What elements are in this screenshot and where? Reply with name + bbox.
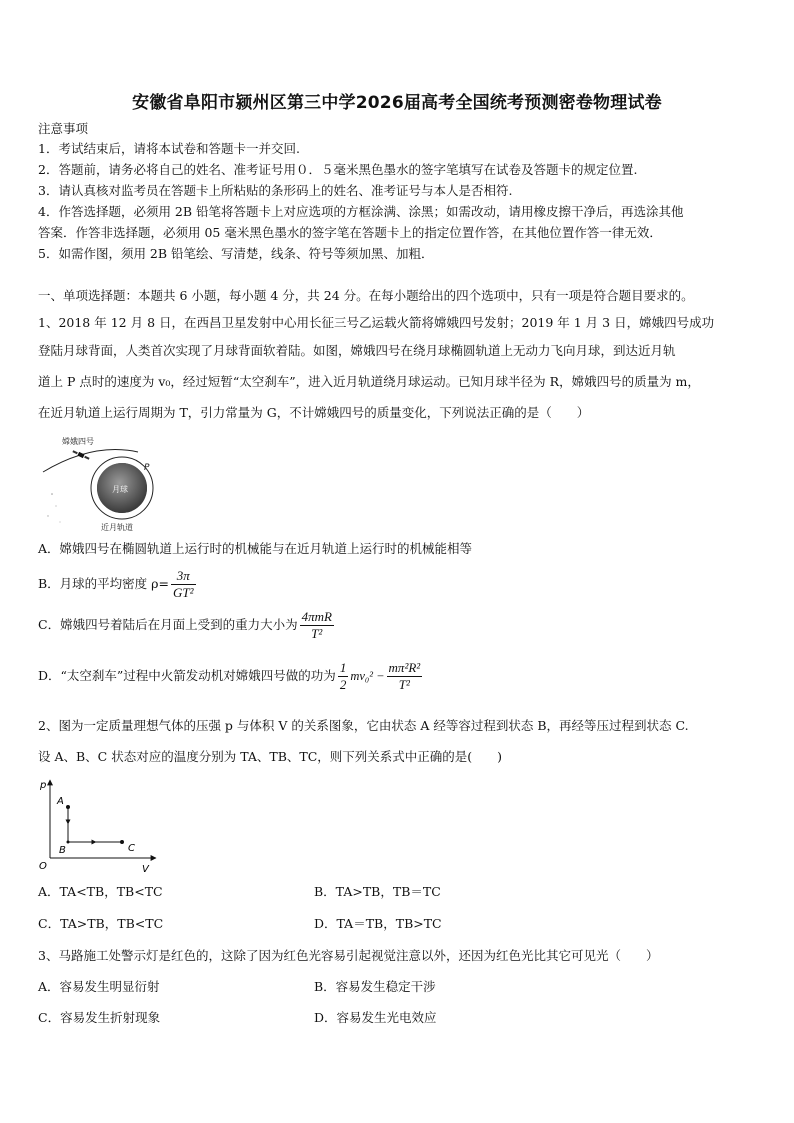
q2-option-c[interactable]: C．TA>TB，TB<TC — [38, 916, 164, 931]
state-b-point — [67, 841, 70, 844]
axis-label-p: p — [40, 780, 47, 791]
fraction-numerator: 1 — [339, 660, 347, 675]
q2-stem-line: 2、图为一定质量理想气体的压强 p 与体积 V 的关系图象，它由状态 A 经等容过程到状态 B，再经等压过程到状态 C. — [38, 718, 689, 733]
q1-stem-line: 道上 P 点时的速度为 v₀，经过短暂“太空刹车”，进入近月轨道绕月球运动。已知月球半径为 R，嫦娥四号的质量为 m， — [38, 374, 700, 389]
q1-option-b[interactable] — [38, 569, 198, 600]
state-a-point — [66, 805, 70, 809]
notice-item: 3．请认真核对监考员在答题卡上所粘贴的条形码上的姓名、准考证号与本人是否相符. — [38, 183, 513, 198]
notice-item: 答案．作答非选择题，必须用 05 毫米黑色墨水的签字笔在答题卡上的指定位置作答，在其他位置作答一律无效． — [38, 225, 662, 240]
notice-item: 4．作答选择题，必须用 2B 铅笔将答题卡上对应选项的方框涂满、涂黑；如需改动，请用橡皮擦干净后，再选涂其他 — [38, 204, 684, 219]
fraction-numerator: 3π — [171, 569, 196, 585]
notice-item: 2．答题前，请务必将自己的姓名、准考证号用０．５毫米黑色墨水的签字笔填写在试卷及答题卡的规定位置. — [38, 162, 638, 177]
page-title: 安徽省阜阳市颍州区第三中学2026届高考全国统考预测密卷物理试卷 — [132, 93, 662, 113]
axis-label-v: V — [142, 864, 149, 874]
moon-label: 月球 — [112, 485, 128, 494]
q1-option-d-fraction-2 — [387, 661, 423, 692]
q1-stem-line: 1、2018 年 12 月 8 日，在西昌卫星发射中心用长征三号乙运载火箭将嫦娥四号发射；2019 年 1 月 3 日，嫦娥四号成功 — [38, 315, 715, 330]
q1-orbit-figure — [38, 434, 178, 534]
q1-option-c-text: C．嫦娥四号着陆后在月面上受到的重力大小为 — [38, 617, 298, 632]
q3-option-c[interactable]: C．容易发生折射现象 — [38, 1010, 161, 1025]
q3-option-b[interactable]: B．容易发生稳定干涉 — [314, 979, 436, 994]
origin-label: O — [39, 861, 47, 872]
q1-option-c[interactable] — [38, 610, 336, 641]
q1-option-d-text: D．“太空刹车”过程中火箭发动机对嫦娥四号做的功为 — [38, 668, 336, 683]
q3-option-a[interactable]: A．容易发生明显衍射 — [38, 979, 160, 994]
state-a-label: A — [57, 796, 64, 807]
q3-option-d[interactable]: D．容易发生光电效应 — [314, 1010, 437, 1025]
section-heading: 一、单项选择题：本题共 6 小题，每小题 4 分，共 24 分。在每小题给出的四个选项中，只有一项是符合题目要求的。 — [38, 288, 694, 303]
notice-heading: 注意事项 — [38, 121, 89, 136]
q2-option-a[interactable]: A．TA<TB，TB<TC — [38, 884, 163, 899]
spacecraft-icon — [72, 449, 90, 460]
state-c-point — [120, 840, 124, 844]
fraction-denominator: 2 — [339, 677, 347, 692]
fraction-numerator: 4πmR — [301, 609, 332, 624]
state-c-label: C — [128, 843, 135, 854]
q2-pv-graph — [36, 776, 166, 874]
fraction-denominator: T² — [398, 677, 410, 692]
fraction-numerator: mπ²R² — [388, 660, 421, 675]
q2-option-d[interactable]: D．TA＝TB，TB>TC — [314, 916, 442, 931]
q1-option-d-fraction-1 — [338, 661, 349, 692]
orbit-label: 近月轨道 — [101, 523, 133, 532]
point-p-label: P — [144, 463, 150, 473]
q1-option-b-fraction — [171, 569, 196, 600]
q1-option-d[interactable] — [38, 661, 424, 692]
craft-label: 嫦娥四号 — [62, 437, 94, 446]
q1-option-b-text: B．月球的平均密度 ρ= — [38, 576, 169, 591]
q3-stem: 3、马路施工处警示灯是红色的，这除了因为红色光容易引起视觉注意以外，还因为红色光比其它可见光（ ） — [38, 948, 659, 963]
fraction-denominator: GT² — [172, 585, 194, 600]
q2-option-b[interactable]: B．TA>TB，TB＝TC — [314, 884, 441, 899]
fraction-denominator: T² — [311, 626, 323, 641]
notice-item: 1．考试结束后，请将本试卷和答题卡一并交回. — [38, 141, 300, 156]
q1-option-a[interactable]: A．嫦娥四号在椭圆轨道上运行时的机械能与在近月轨道上运行时的机械能相等 — [38, 541, 473, 556]
q1-option-d-middle: mv₀² − — [350, 669, 385, 683]
q1-stem-line: 在近月轨道上运行周期为 T，引力常量为 G，不计嫦娥四号的质量变化，下列说法正确的是（ ） — [38, 405, 590, 420]
notice-item: 5．如需作图，须用 2B 铅笔绘、写清楚，线条、符号等须加黑、加粗． — [38, 246, 434, 261]
q1-option-c-fraction — [300, 610, 334, 641]
q2-stem-line: 设 A、B、C 状态对应的温度分别为 TA、TB、TC，则下列关系式中正确的是( ) — [38, 749, 503, 764]
state-b-label: B — [59, 845, 66, 856]
q1-stem-line: 登陆月球背面，人类首次实现了月球背面软着陆。如图，嫦娥四号在绕月球椭圆轨道上无动力飞向月球，到达近月轨 — [38, 343, 676, 358]
